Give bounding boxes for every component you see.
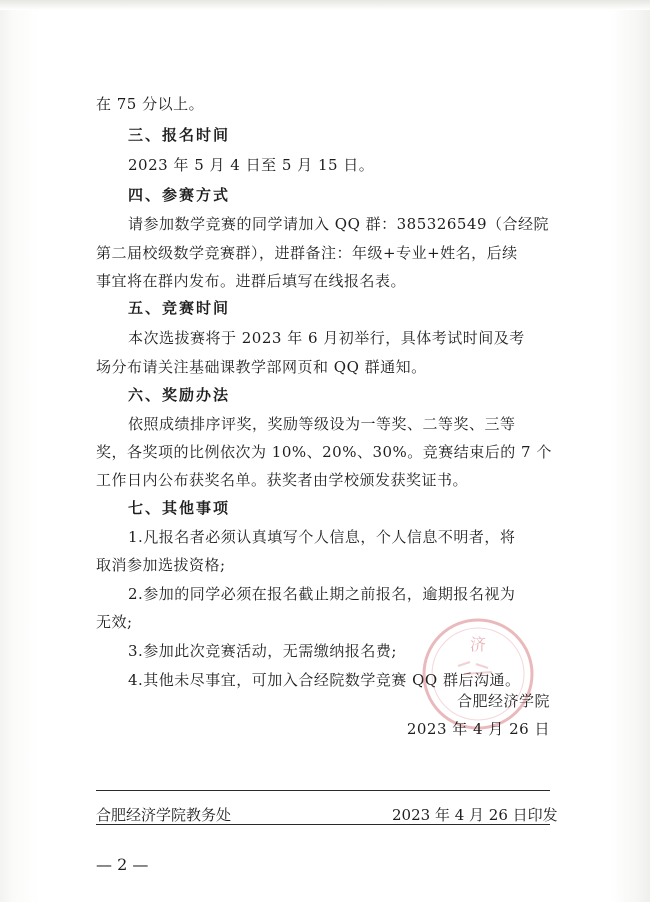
seal-text: 济: [469, 635, 487, 654]
section-heading-participation-method: 四、参赛方式: [128, 186, 231, 204]
participation-text-line-2: 第二届校级数学竞赛群），进群备注：年级+专业+姓名，后续: [96, 244, 518, 262]
other-item-1-line-2: 取消参加选拔资格;: [96, 556, 226, 574]
other-item-3: 3.参加此次竞赛活动，无需缴纳报名费;: [128, 642, 397, 660]
official-seal-stamp: [418, 614, 538, 734]
other-item-2-line-2: 无效;: [96, 613, 133, 631]
signature-organization: 合肥经济学院: [456, 692, 550, 710]
footer-issuer: 合肥经济学院教务处: [96, 806, 232, 824]
awards-text-line-1: 依照成绩排序评奖，奖励等级设为一等奖、二等奖、三等: [128, 415, 516, 433]
registration-time-text: 2023 年 5 月 4 日至 5 月 15 日。: [128, 156, 375, 174]
section-heading-competition-time: 五、竞赛时间: [128, 299, 231, 317]
scan-top-edge: [0, 0, 650, 10]
section-heading-awards: 六、奖励办法: [128, 386, 231, 404]
paragraph-continuation: 在 75 分以上。: [96, 95, 205, 113]
footer-print-date: 2023 年 4 月 26 日印发: [392, 806, 558, 824]
section-heading-other-matters: 七、其他事项: [128, 499, 231, 517]
awards-text-line-3: 工作日内公布获奖名单。获奖者由学校颁发获奖证书。: [96, 471, 469, 489]
section-heading-registration-time: 三、报名时间: [128, 126, 231, 144]
footer-bottom-rule: [96, 824, 550, 825]
competition-time-line-1: 本次选拔赛将于 2023 年 6 月初举行，具体考试时间及考: [128, 329, 525, 347]
footer-top-rule: [96, 790, 550, 791]
other-item-1-line-1: 1.凡报名者必须认真填写个人信息，个人信息不明者，将: [128, 528, 516, 546]
participation-text-line-3: 事宜将在群内发布。进群后填写在线报名表。: [96, 272, 407, 290]
other-item-2-line-1: 2.参加的同学必须在报名截止期之前报名，逾期报名视为: [128, 585, 516, 603]
awards-text-line-2: 奖，各奖项的比例依次为 10%、20%、30%。竞赛结束后的 7 个: [96, 443, 552, 461]
competition-time-line-2: 场分布请关注基础课教学部网页和 QQ 群通知。: [96, 358, 427, 376]
page-number: — 2 —: [96, 855, 149, 874]
other-item-4: 4.其他未尽事宜，可加入合经院数学竞赛 QQ 群后沟通。: [128, 671, 521, 689]
participation-text-line-1: 请参加数学竞赛的同学请加入 QQ 群：385326549（合经院: [128, 215, 550, 233]
signature-date: 2023 年 4 月 26 日: [406, 720, 550, 738]
